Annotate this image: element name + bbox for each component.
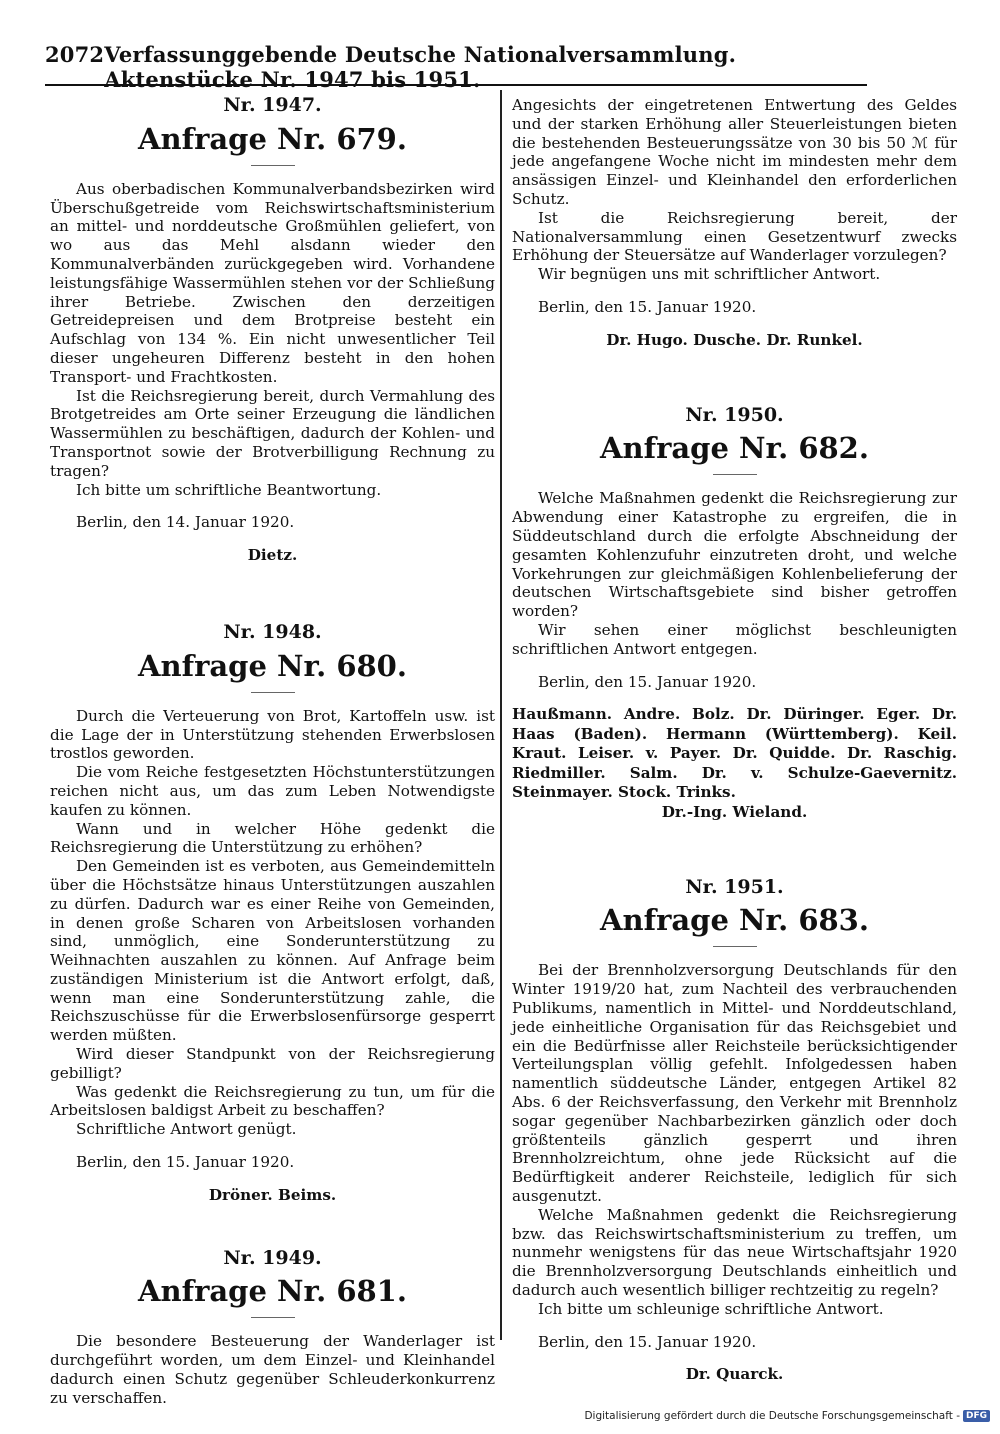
place-date: Berlin, den 15. Januar 1920. [538,297,757,316]
inquiry-title: Anfrage Nr. 679. [138,121,407,156]
document-number: Nr. 1950. [685,403,784,426]
signers: Dietz. [247,546,298,565]
title-rule [251,1317,295,1318]
title-rule [251,165,295,166]
document-number: Nr. 1949. [223,1246,322,1269]
footer [584,1410,990,1422]
paragraph: Durch die Verteuerung von Brot, Kartoffeln usw. ist die Lage der in Unterstützung stehenden Erwerbslosen trostlos geworden. [50,706,495,763]
signers: Dr. Hugo. Dusche. Dr. Runkel. [606,330,863,349]
header-rule [45,84,867,86]
section-1947 [50,96,495,565]
right-column [512,96,957,1384]
title-rule [713,474,757,475]
signers: Dröner. Beims. [208,1185,337,1204]
paragraph: Den Gemeinden ist es verboten, aus Gemeindemitteln über die Höchstsätze hinaus Unterstützungen auszahlen zu dürfen. Dadurch war es einer Reihe von Gemeinden, in denen große Scharen von Arbeitslosen vorhanden sind, unmöglich, eine Sonderunterstützung zu Weihnachten auszahlen zu können. Auf Anfrage beim zuständigen Ministerium ist die Antwort erfolgt, daß, wenn man eine Sonderunterstützung zahle, die Reichszuschüsse für die Erwerbslosenfürsorge gesperrt werden müßten. [50,857,495,1045]
place-date: Berlin, den 15. Januar 1920. [76,1153,295,1172]
signers: Dr. Quarck. [685,1365,784,1384]
paragraph: Welche Maßnahmen gedenkt die Reichsregierung zur Abwendung einer Katastrophe zu ergreifen, die in Süddeutschland durch die erfolgte Abschneidung der gesamten Kohlenzufuhr einzutreten droht, und welche Vorkehrungen zur gleichmäßigen Kohlenbelieferung der deutschen Wirtschaftsgebiete sind bisher getroffen worden? [512,489,957,621]
paragraph: Die vom Reiche festgesetzten Höchstunterstützungen reichen nicht aus, um das zum Leben Notwendigste kaufen zu können. [50,763,495,819]
paragraph: Ist die Reichsregierung bereit, durch Vermahlung des Brotgetreides am Orte seiner Erzeugung die ländlichen Wassermühlen zu beschäftigen, dadurch der Kohlen- und Transportnot sowie der Brotverbilligung Rechnung zu tragen? [50,386,495,480]
paragraph: Ich bitte um schleunige schriftliche Antwort. [538,1299,884,1318]
title-rule [251,692,295,693]
column-divider [500,90,502,1340]
section-1951 [512,875,957,1385]
place-date: Berlin, den 15. Januar 1920. [538,1332,757,1351]
section-1948 [50,620,495,1205]
paragraph: Wir sehen einer möglichst beschleunigten schriftlichen Antwort entgegen. [512,620,957,658]
paragraph: Schriftliche Antwort genügt. [76,1120,297,1139]
section-1949-continued [512,96,957,350]
place-date: Berlin, den 14. Januar 1920. [76,513,295,532]
dfg-logo-icon: DFG [963,1410,990,1422]
left-column [50,96,495,1408]
running-title: Verfassunggebende Deutsche Nationalversammlung. Aktenstücke Nr. 1947 bis 1951. [104,42,737,92]
funding-note: Digitalisierung gefördert durch die Deutsche Forschungsgemeinschaft - [584,1410,960,1422]
paragraph: Ist die Reichsregierung bereit, der Nationalversammlung einen Gesetzentwurf zwecks Erhöhung der Steuersätze auf Wanderlager vorzulegen? [512,208,957,265]
paragraph: Die besondere Besteuerung der Wanderlager ist durchgeführt worden, um dem Einzel- und Kleinhandel dadurch einen Schutz gegenüber Schleuderkonkurrenz zu verschaffen. [50,1332,495,1407]
paragraph: Aus oberbadischen Kommunalverbandsbezirken wird Überschußgetreide vom Reichswirtschaftsministerium an mittel- und norddeutsche Großmühlen geliefert, von wo aus das Mehl alsdann wieder den Kommunalverbänden zurückgegeben wird. Vorhandene leistungsfähige Wassermühlen stehen vor der Schließung ihrer Betriebe. Zwischen den derzeitigen Getreidepreisen und dem Brotpreise besteht ein Aufschlag von 134 %. Ein nicht unwesentlicher Teil dieser ungeheuren Differenz besteht in den hohen Transport- und Frachtkosten. [50,179,495,386]
section-1950 [512,403,957,822]
paragraph: Wann und in welcher Höhe gedenkt die Reichsregierung die Unterstützung zu erhöhen? [50,819,495,857]
title-rule [713,946,757,947]
section-1949 [50,1246,495,1408]
paragraph: Angesichts der eingetretenen Entwertung des Geldes und der starken Erhöhung aller Steuerleistungen bieten die bestehenden Besteuerungssätze von 30 bis 50 ℳ für jede angefangene Woche nicht im mindesten mehr dem ansässigen Einzel- und Kleinhandel den erforderlichen Schutz. [512,96,957,208]
signers-last: Dr.-Ing. Wieland. [661,802,808,821]
page-number: 2072 [45,42,105,67]
document-number: Nr. 1948. [223,620,322,643]
paragraph: Bei der Brennholzversorgung Deutschlands für den Winter 1919/20 hat, zum Nachteil des verbrauchenden Publikums, namentlich in Mittel- und Norddeutschland, jede einheitliche Organisation für das Reichsgebiet und ein die Bedürfnisse aller Reichsteile berücksichtigender Verteilungsplan völlig gefehlt. Infolgedessen haben namentlich süddeutsche Länder, entgegen Artikel 82 Abs. 6 der Reichsverfassung, den Verkehr mit Brennholz sogar gegenüber Nachbarbezirken gänzlich oder doch größtenteils gänzlich gesperrt und ihren Brennholzreichtum, ohne jede Rücksicht auf die Bedürftigkeit anderer Reichsteile, lediglich für sich ausgenutzt. [512,961,957,1205]
paragraph: Welche Maßnahmen gedenkt die Reichsregierung bzw. das Reichswirtschaftsministerium zu treffen, um nunmehr wenigstens für das neue Wirtschaftsjahr 1920 die Brennholzversorgung Deutschlands einheitlich und dadurch auch wesentlich billiger rechtzeitig zu regeln? [512,1205,957,1299]
inquiry-title: Anfrage Nr. 681. [138,1274,407,1309]
paragraph: Wird dieser Standpunkt von der Reichsregierung gebilligt? [50,1045,495,1082]
place-date: Berlin, den 15. Januar 1920. [538,672,757,691]
inquiry-title: Anfrage Nr. 680. [138,648,407,683]
inquiry-title: Anfrage Nr. 682. [600,431,869,466]
paragraph: Was gedenkt die Reichsregierung zu tun, um für die Arbeitslosen baldigst Arbeit zu beschaffen? [50,1082,495,1120]
document-number: Nr. 1951. [685,875,784,898]
paragraph: Wir begnügen uns mit schriftlicher Antwort. [538,265,881,284]
inquiry-title: Anfrage Nr. 683. [600,903,869,938]
document-number: Nr. 1947. [223,94,322,116]
signers: Haußmann. Andre. Bolz. Dr. Düringer. Eger. Dr. Haas (Baden). Hermann (Württemberg). Keil. Kraut. Leiser. v. Payer. Dr. Quidde. Dr. Raschig. Riedmiller. Salm. Dr. v. Schulze-Gaevernitz. Steinmayer. Stock. Trinks. [512,705,957,802]
paragraph: Ich bitte um schriftliche Beantwortung. [76,480,382,499]
